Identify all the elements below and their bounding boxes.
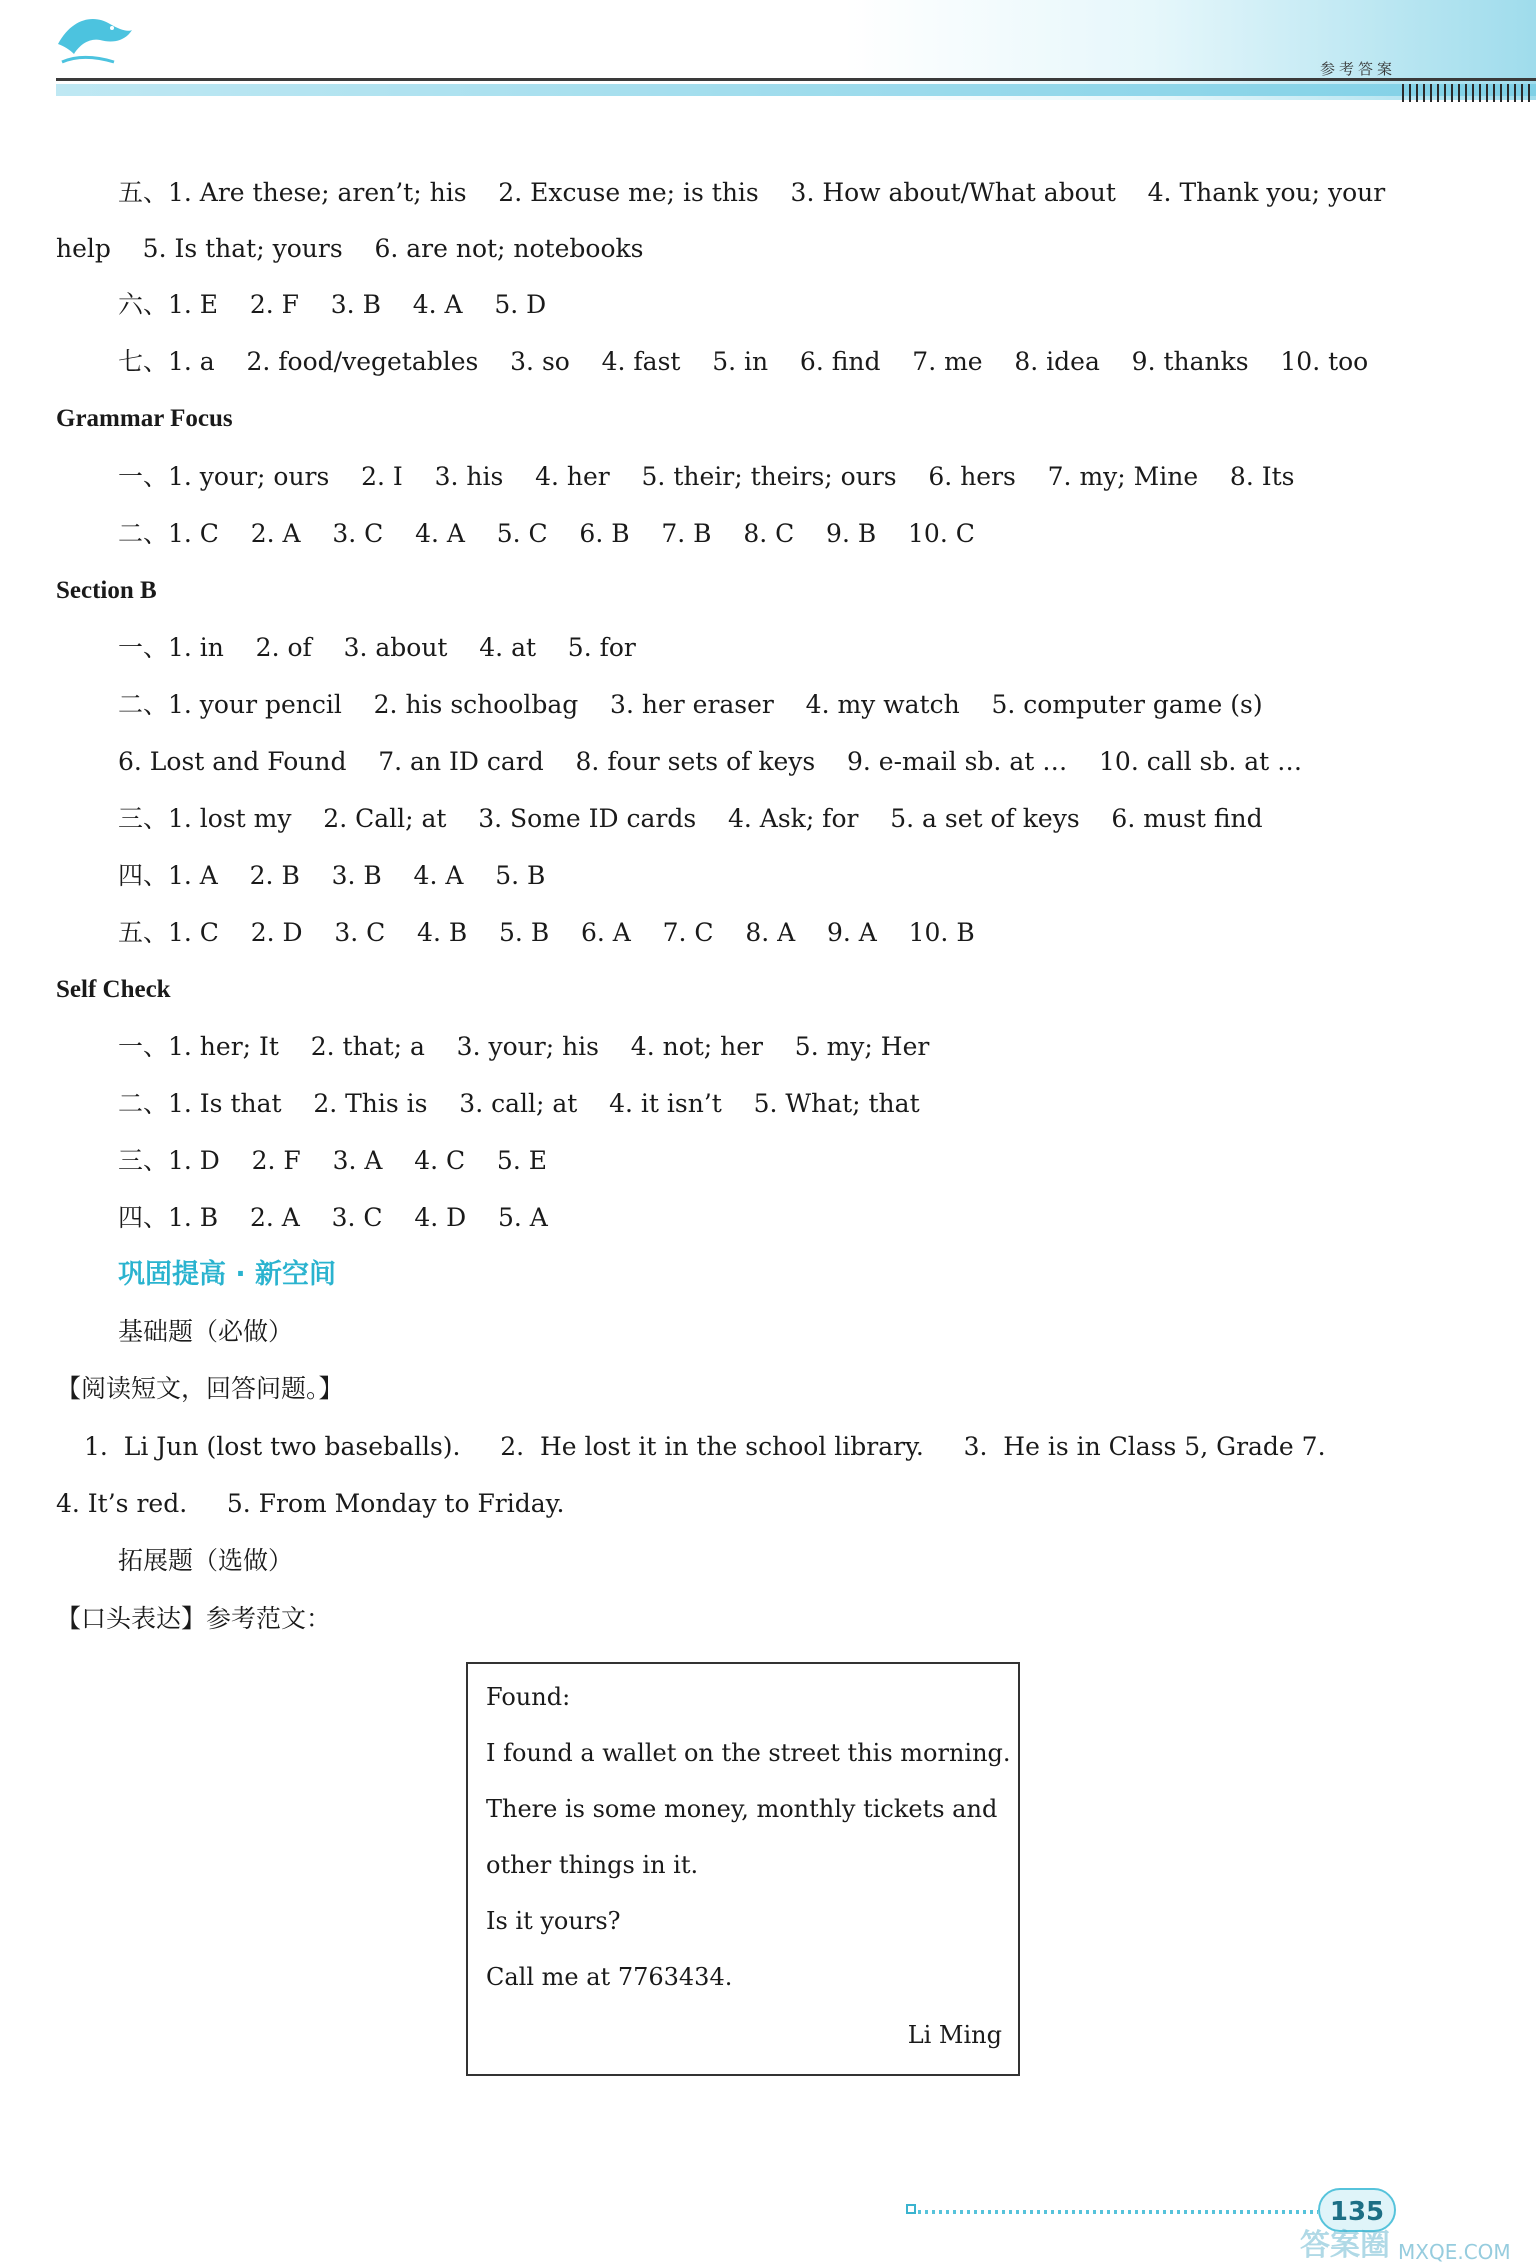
watermark-logo: 答案圈: [1300, 2228, 1390, 2263]
consolidate-heading: 巩固提高 · 新空间: [118, 1259, 337, 1290]
answer-line: 一、1. her; It 2. that; a 3. your; his 4. not; her 5. my; Her: [118, 1032, 930, 1061]
sample-line: Found:: [486, 1683, 571, 1711]
answer-line: 四、1. A 2. B 3. B 4. A 5. B: [118, 861, 546, 890]
sample-line: other things in it.: [486, 1851, 699, 1879]
basic-heading: 基础题（必做）: [118, 1317, 294, 1346]
reading-heading: 【阅读短文，回答问题。】: [56, 1374, 344, 1403]
header-rule: [56, 78, 1536, 81]
answer-line: 三、1. D 2. F 3. A 4. C 5. E: [118, 1146, 547, 1175]
oral-heading: 【口头表达】参考范文：: [56, 1604, 332, 1633]
answer-line: 五、1. C 2. D 3. C 4. B 5. B 6. A 7. C 8. A 9. A 10. B: [118, 918, 975, 947]
answer-line: 1. Li Jun (lost two baseballs). 2. He lost it in the school library. 3. He is in Class 5, Grade 7.: [84, 1432, 1326, 1461]
answer-line: 七、1. a 2. food/vegetables 3. so 4. fast 5. in 6. find 7. me 8. idea 9. thanks 10. too: [118, 347, 1369, 376]
page-number: 135: [1318, 2188, 1396, 2232]
answer-line: 6. Lost and Found 7. an ID card 8. four sets of keys 9. e-mail sb. at … 10. call sb. at …: [118, 747, 1303, 776]
answer-line: 一、1. your; ours 2. I 3. his 4. her 5. their; theirs; ours 6. hers 7. my; Mine 8. Its: [118, 462, 1295, 491]
section-heading-self-check: Self Check: [56, 976, 171, 1003]
sample-line: Is it yours?: [486, 1907, 621, 1935]
sample-line: There is some money, monthly tickets and: [486, 1795, 998, 1823]
section-heading-section-b: Section B: [56, 577, 157, 604]
answer-line: 二、1. Is that 2. This is 3. call; at 4. it isn’t 5. What; that: [118, 1089, 920, 1118]
answer-line: 六、1. E 2. F 3. B 4. A 5. D: [118, 290, 547, 319]
footer-square-icon: [906, 2204, 916, 2214]
sample-composition-box: [466, 1662, 1020, 2076]
answer-line: help 5. Is that; yours 6. are not; notebooks: [56, 234, 644, 263]
answer-line: 二、1. C 2. A 3. C 4. A 5. C 6. B 7. B 8. C 9. B 10. C: [118, 519, 975, 548]
sample-signature: Li Ming: [907, 2021, 1002, 2049]
answer-line: 三、1. lost my 2. Call; at 3. Some ID cards 4. Ask; for 5. a set of keys 6. must find: [118, 804, 1263, 833]
answer-line: 二、1. your pencil 2. his schoolbag 3. her eraser 4. my watch 5. computer game (s): [118, 690, 1263, 719]
sample-line: I found a wallet on the street this morning.: [486, 1739, 1011, 1767]
watermark-url: MXQE.COM: [1398, 2240, 1511, 2264]
footer-dotted-line: [918, 2210, 1318, 2214]
dolphin-logo-icon: [54, 10, 134, 74]
answer-line: 四、1. B 2. A 3. C 4. D 5. A: [118, 1203, 548, 1232]
section-heading-grammar-focus: Grammar Focus: [56, 405, 233, 432]
answer-line: 一、1. in 2. of 3. about 4. at 5. for: [118, 633, 636, 662]
header-label: 参考答案: [1319, 60, 1396, 78]
sample-line: Call me at 7763434.: [486, 1963, 733, 1991]
answer-line: 五、1. Are these; aren’t; his 2. Excuse me; is this 3. How about/What about 4. Thank you; your: [118, 178, 1386, 207]
answer-line: 4. It’s red. 5. From Monday to Friday.: [56, 1489, 565, 1518]
header-color-strip: [56, 84, 1536, 96]
header-ticks: [1402, 84, 1532, 102]
extension-heading: 拓展题（选做）: [118, 1546, 294, 1575]
